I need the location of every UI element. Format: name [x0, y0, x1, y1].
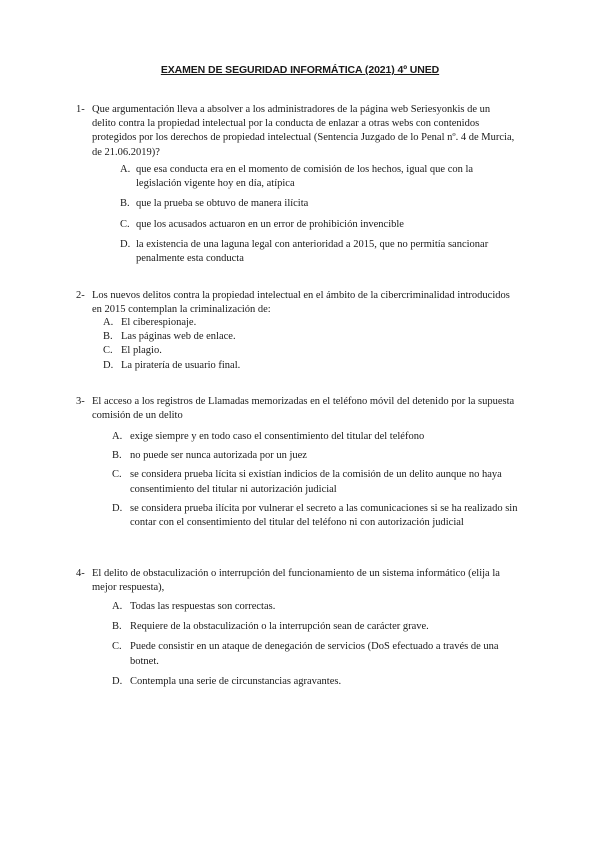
option-letter: D. [103, 359, 114, 371]
option-text: Requiere de la obstaculización o la interrupción sean de carácter grave. [130, 621, 429, 633]
option-b [120, 197, 520, 211]
question-4-options [112, 600, 522, 689]
option-letter: C. [120, 218, 130, 230]
option-c [112, 468, 522, 496]
option-text: la existencia de una laguna legal con anterioridad a 2015, que no permitía sancionar penalmente esta conducta [136, 238, 489, 265]
question-2-options [103, 316, 503, 373]
question-text: El acceso a los registros de Llamadas memorizadas en el teléfono móvil del detenido por la supuesta comisión de un delito [92, 396, 515, 422]
option-text: Todas las respuestas son correctas. [130, 601, 276, 612]
option-letter: C. [112, 469, 122, 481]
question-text: El delito de obstaculización o interrupción del funcionamiento de un sistema informático (elija la mejor respuesta), [92, 568, 500, 594]
option-a [112, 600, 522, 614]
option-letter: A. [112, 431, 123, 442]
question-3-options [112, 430, 522, 530]
option-a [120, 163, 520, 191]
option-c [120, 218, 520, 232]
question-1 [76, 103, 516, 160]
option-letter: C. [103, 345, 113, 357]
option-text: Contempla una serie de circunstancias agravantes. [130, 675, 342, 687]
option-text: La piratería de usuario final. [121, 359, 241, 371]
option-b [112, 620, 522, 634]
option-d [103, 359, 503, 373]
option-letter: B. [120, 198, 130, 210]
option-b [103, 330, 503, 344]
option-text: se considera prueba ilícita por vulnerar el secreto a las comunicaciones si se ha realizado sin contar con el consentimiento del titular del teléfono ni con autorización judicial [130, 502, 518, 529]
question-number: 2- [76, 290, 85, 301]
question-1-options [120, 163, 520, 266]
option-letter: A. [120, 164, 131, 175]
question-4 [76, 567, 516, 595]
option-a [103, 316, 503, 330]
option-d [112, 675, 522, 689]
option-text: que esa conducta era en el momento de comisión de los hechos, igual que con la legislación vigente hoy en día, atípica [136, 164, 474, 190]
option-text: El plagio. [121, 345, 162, 357]
option-letter: D. [120, 238, 131, 250]
question-number: 4- [76, 568, 85, 579]
option-text: exige siempre y en todo caso el consentimiento del titular del teléfono [130, 431, 425, 442]
option-letter: B. [112, 621, 122, 633]
option-b [112, 449, 522, 463]
option-text: que los acusados actuaron en un error de prohibición invencible [136, 218, 404, 230]
option-letter: D. [112, 675, 123, 687]
option-text: que la prueba se obtuvo de manera ilícita [136, 198, 309, 210]
option-letter: C. [112, 641, 122, 653]
question-text: Que argumentación lleva a absolver a los administradores de la página web Seriesyonkis de un delito contra la propiedad intelectual por la conducta de enlazar a otras webs con contenidos protegidos por los derechos de propiedad intelectual (Sentencia Juzgado de lo Penal nº. 4 de Murcia, de 21.06.2019)? [92, 104, 515, 158]
question-2 [76, 289, 516, 317]
option-d [120, 238, 520, 266]
option-text: El ciberespionaje. [121, 317, 197, 328]
option-text: no puede ser nunca autorizada por un juez [130, 450, 307, 462]
question-text: Los nuevos delitos contra la propiedad intelectual en el ámbito de la cibercriminalidad introducidos en 2015 contemplan la criminalización de: [92, 290, 510, 316]
option-text: se considera prueba lícita si existían indicios de la comisión de un delito aunque no haya consentimiento del titular ni autorización judicial [130, 469, 502, 495]
option-a [112, 430, 522, 444]
option-text: Las páginas web de enlace. [121, 331, 236, 343]
question-3 [76, 395, 516, 423]
option-letter: A. [112, 601, 123, 612]
question-number: 1- [76, 104, 85, 115]
option-c [103, 344, 503, 358]
option-text: Puede consistir en un ataque de denegación de servicios (DoS efectuado a través de una botnet. [130, 641, 499, 667]
option-letter: A. [103, 317, 114, 328]
option-letter: D. [112, 502, 123, 514]
option-d [112, 502, 522, 530]
option-letter: B. [112, 450, 122, 462]
option-letter: B. [103, 331, 113, 343]
exam-title: EXAMEN DE SEGURIDAD INFORMÁTICA (2021) 4º UNED [160, 64, 440, 76]
option-c [112, 640, 522, 668]
question-number: 3- [76, 396, 85, 407]
